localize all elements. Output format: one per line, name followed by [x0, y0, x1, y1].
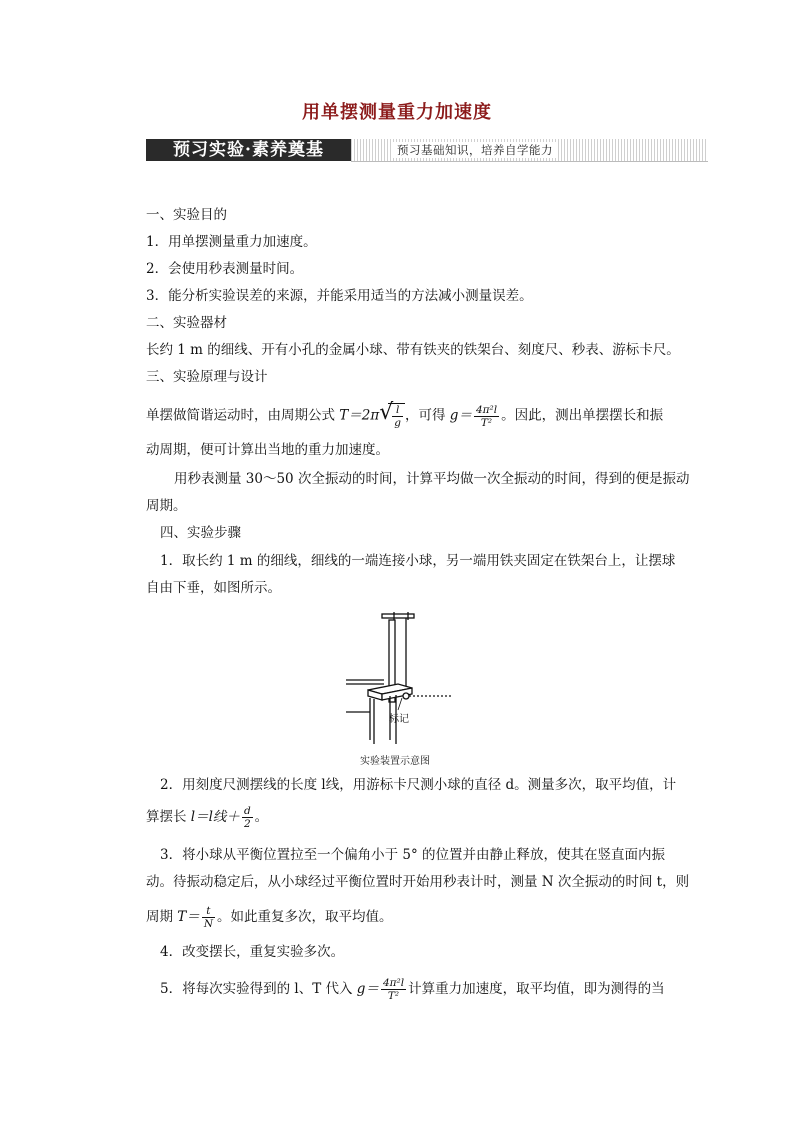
banner-label: 预习实验·素养奠基	[146, 139, 351, 161]
g-formula-lhs: g＝	[449, 407, 472, 424]
period-end: 。	[217, 909, 231, 925]
g-den: T²	[480, 416, 493, 429]
period-t-num: t	[202, 905, 215, 918]
step-3-text-a: 周期	[146, 909, 178, 925]
period-t-den: N	[203, 918, 213, 930]
principle-line-1	[146, 400, 664, 429]
step-3-line-2: 动。待振动稳定后，从小球经过平衡位置时开始用秒表计时，测量 N 次全振动的时间 t，则	[146, 874, 690, 890]
equipment-list: 长约 1 m 的细线、开有小孔的金属小球、带有铁夹的铁架台、刻度尺、秒表、游标卡尺。	[146, 342, 680, 358]
step-5-text-a: 5．将每次实验得到的 l、T 代入	[160, 981, 357, 997]
principle-text-b: ，可得	[405, 407, 450, 424]
principle-line-2: 动周期，便可计算出当地的重力加速度。	[146, 442, 389, 458]
principle-line-4: 周期。	[146, 498, 187, 514]
heading-steps: 四、实验步骤	[160, 525, 241, 541]
principle-line-3: 用秒表测量 30～50 次全振动的时间，计算平均做一次全振动的时间，得到的便是振动	[174, 471, 690, 487]
step-3-line-1: 3．将小球从平衡位置拉至一个偏角小于 5° 的位置并由静止释放，使其在竖直面内振	[160, 847, 666, 863]
principle-text-c: 。因此，测出单摆摆长和振	[501, 407, 664, 424]
principle-text-a: 单摆做简谐运动时，由周期公式	[146, 407, 340, 424]
purpose-item-2: 2．会使用秒表测量时间。	[146, 261, 304, 277]
period-formula-lhs: T＝2π	[339, 407, 380, 424]
length-num: d	[243, 805, 251, 817]
period-den: g	[394, 417, 401, 429]
step-5-g-num: 4π²l	[382, 977, 405, 989]
period-t-fraction	[202, 905, 215, 930]
apparatus-figure	[340, 607, 452, 767]
length-den: 2	[243, 818, 251, 830]
step-3-line-3	[146, 905, 393, 930]
heading-purpose: 一、实验目的	[146, 207, 227, 223]
period-num: l	[392, 404, 403, 417]
mark-label: 标记	[389, 714, 409, 725]
section-banner	[146, 139, 708, 161]
banner-subtitle: 预习基础知识，培养自学能力	[393, 142, 557, 158]
step-5-g-lhs: g＝	[356, 981, 379, 997]
length-fraction	[242, 805, 253, 830]
heading-principle: 三、实验原理与设计	[146, 369, 268, 385]
step-1-line-2: 自由下垂，如图所示。	[146, 580, 281, 596]
step-1-line-1: 1．取长约 1 m 的细线，细线的一端连接小球，另一端用铁夹固定在铁架台上，让摆球	[160, 553, 676, 569]
step-2-line-2	[146, 805, 268, 830]
step-5-g-fraction	[381, 977, 406, 1002]
step-5-text-b: 计算重力加速度，取平均值，即为测得的当	[408, 981, 665, 997]
period-fraction	[392, 404, 403, 429]
step-5-g-den: T²	[387, 990, 400, 1002]
period-lhs: T＝	[177, 909, 200, 925]
figure-caption: 实验装置示意图	[360, 756, 430, 767]
heading-equipment: 二、实验器材	[146, 315, 227, 331]
step-2-line-1: 2．用刻度尺测摆线的长度 l线，用游标卡尺测小球的直径 d。测量多次，取平均值，计	[160, 777, 677, 793]
g-num: 4π²l	[475, 403, 498, 416]
sqrt-sign: √ $\frac{l}{g}$	[379, 403, 405, 429]
step-3-text-b: 如此重复多次，取平均值。	[230, 909, 393, 925]
length-formula-lhs: l＝l线＋	[190, 809, 240, 825]
step-2-text: 算摆长	[146, 809, 191, 825]
purpose-item-3: 3．能分析实验误差的来源，并能采用适当的方法减小测量误差。	[146, 288, 533, 304]
step-4: 4．改变摆长，重复实验多次。	[160, 944, 345, 960]
banner-strip	[351, 139, 708, 162]
g-fraction	[474, 404, 499, 429]
purpose-item-1: 1．用单摆测量重力加速度。	[146, 234, 317, 250]
step-5	[160, 977, 665, 1002]
page-title: 用单摆测量重力加速度	[302, 102, 492, 123]
length-end: 。	[254, 809, 269, 825]
